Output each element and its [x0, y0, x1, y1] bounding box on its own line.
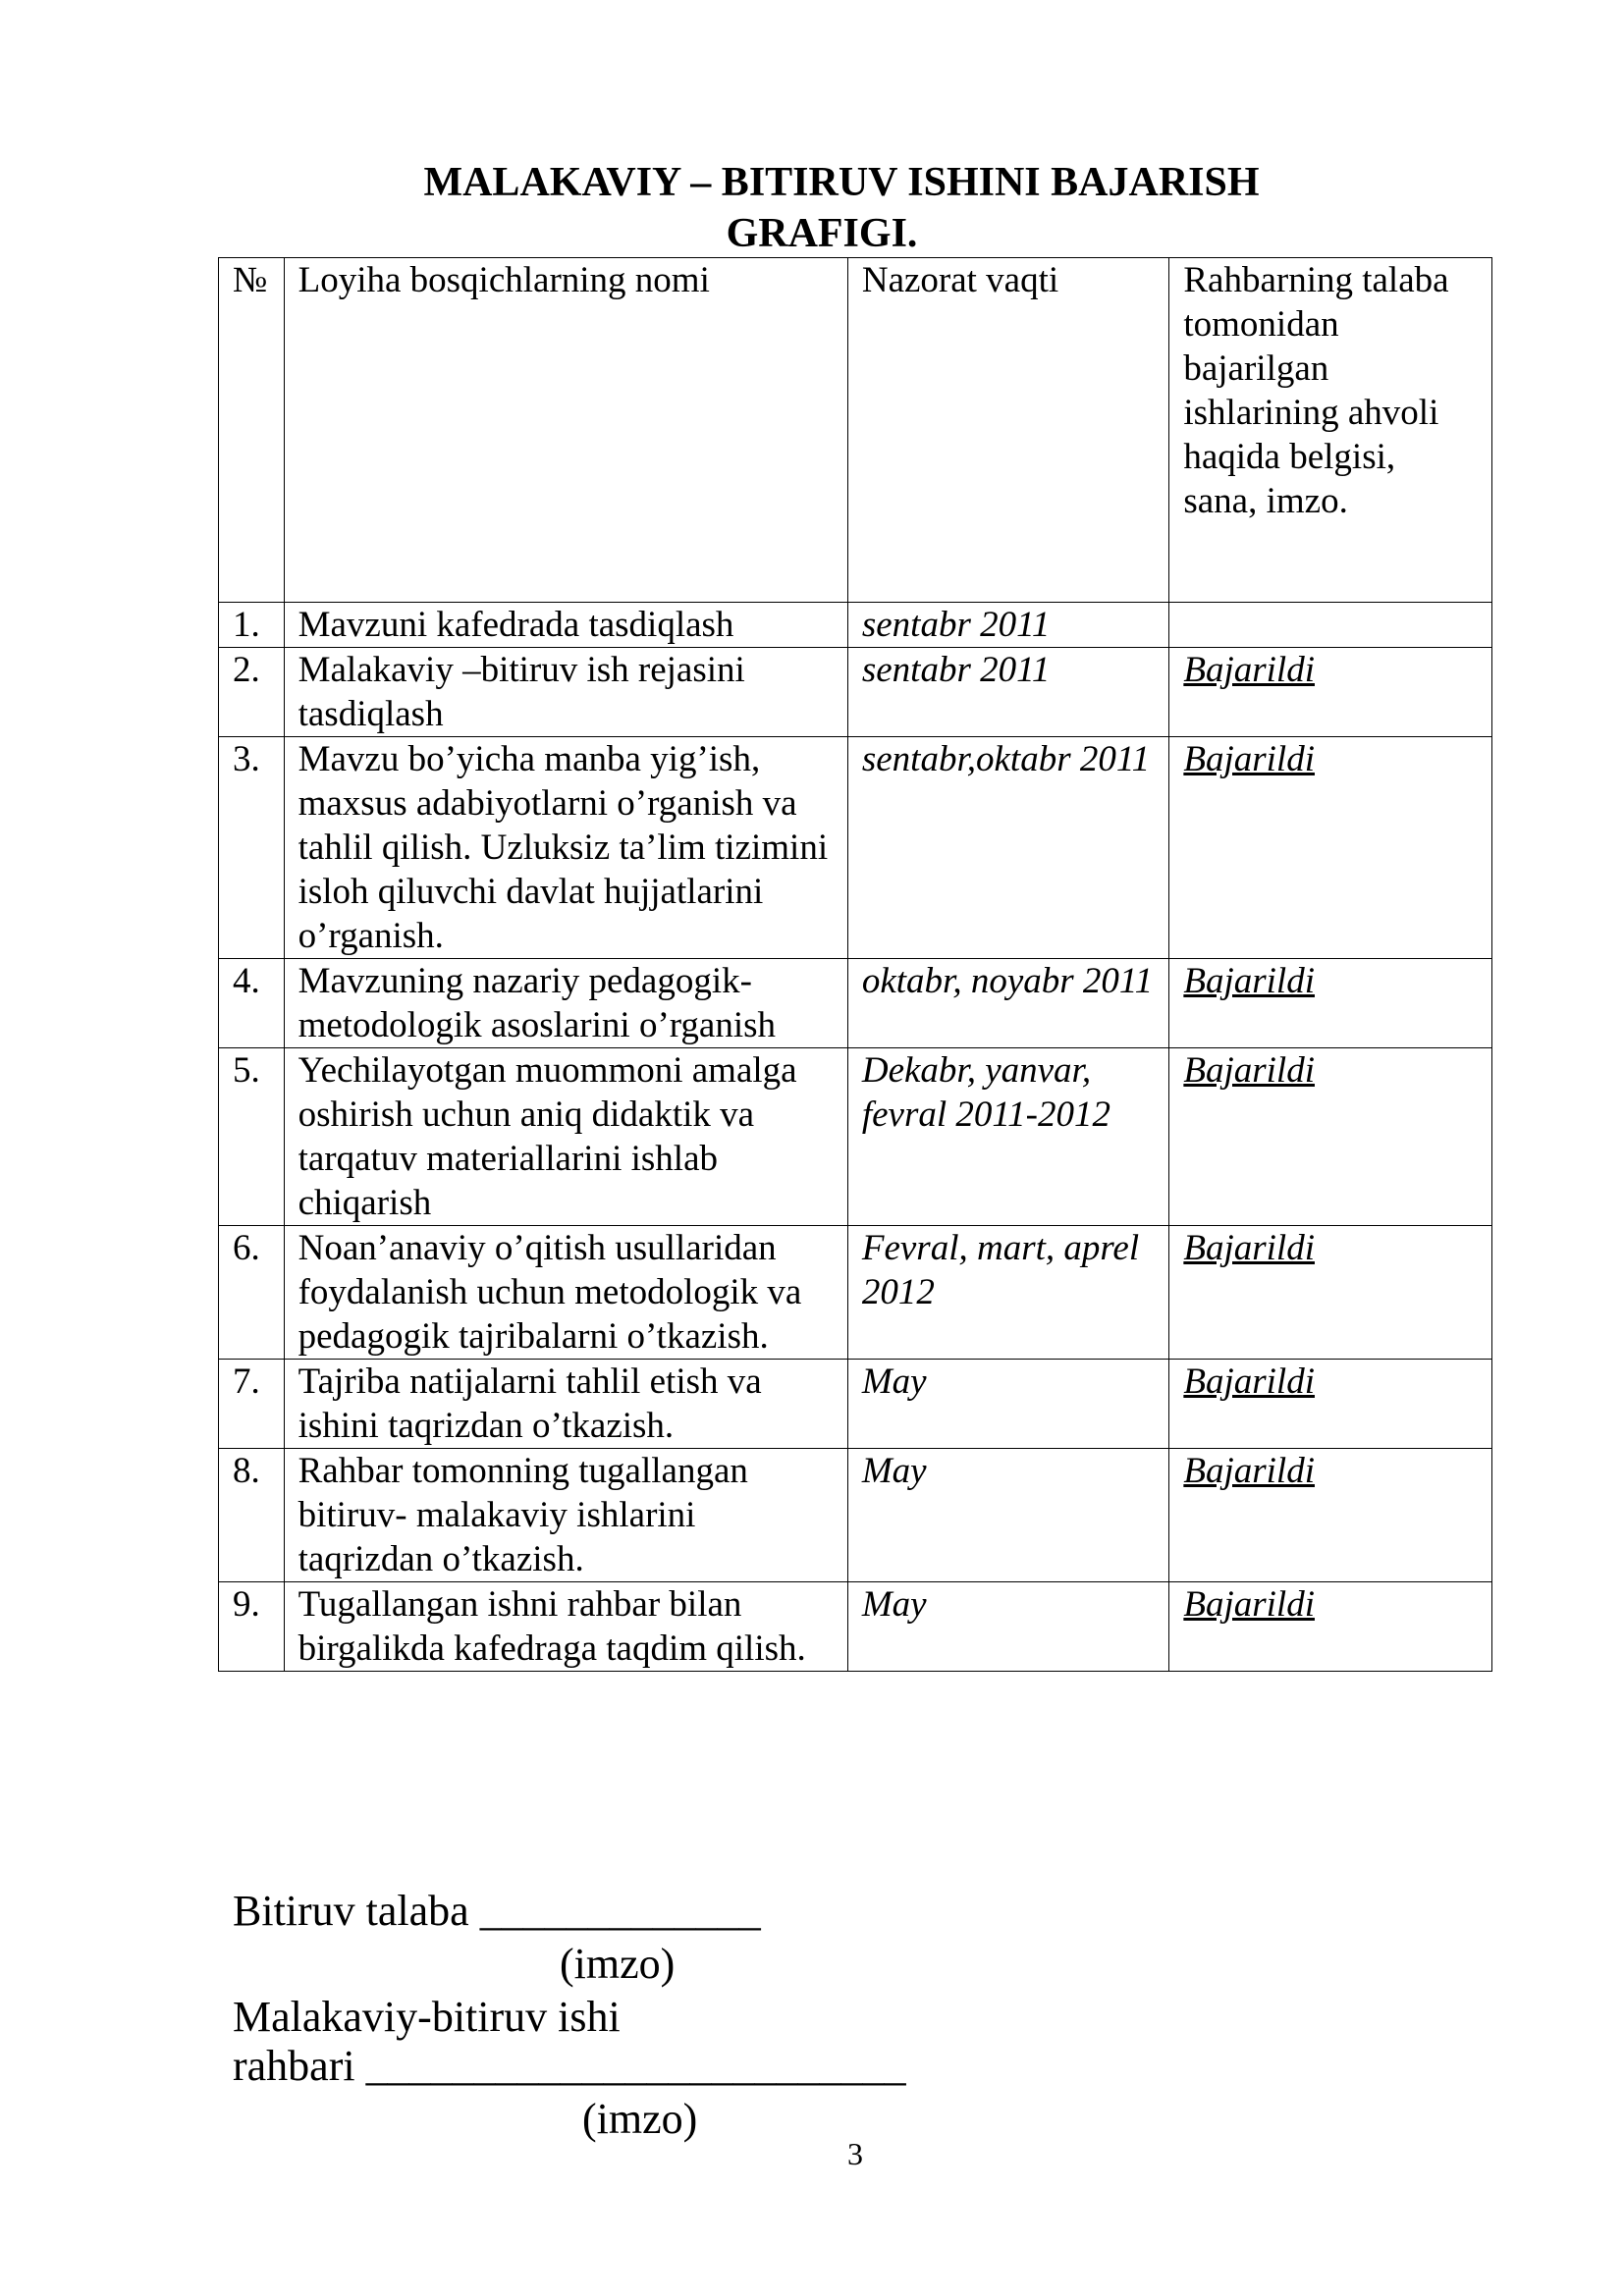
- row-control-time: May: [847, 1360, 1169, 1449]
- title-line-1: MALAKAVIY – BITIRUV ISHINI BAJARISH: [423, 160, 1260, 205]
- row-control-time: sentabr 2011: [847, 648, 1169, 737]
- row-number: 8.: [219, 1449, 285, 1582]
- table-row: [219, 1360, 1492, 1449]
- table-row: [219, 1449, 1492, 1582]
- row-control-time: oktabr, noyabr 2011: [847, 959, 1169, 1048]
- table-row: [219, 648, 1492, 737]
- row-control-time: Dekabr, yanvar, fevral 2011-2012: [847, 1048, 1169, 1226]
- row-supervisor-mark: Bajarildi: [1169, 648, 1492, 737]
- supervisor-label: Malakaviy-bitiruv ishi: [233, 1993, 621, 2041]
- row-control-time: May: [847, 1449, 1169, 1582]
- student-signature-caption: (imzo): [560, 1940, 676, 1988]
- row-control-time: sentabr,oktabr 2011: [847, 737, 1169, 959]
- row-control-time: May: [847, 1582, 1169, 1672]
- row-stage-name: Malakaviy –bitiruv ish rejasini tasdiqlash: [284, 648, 847, 737]
- row-supervisor-mark: Bajarildi: [1169, 1360, 1492, 1449]
- table-row: [219, 603, 1492, 648]
- row-supervisor-mark: [1169, 603, 1492, 648]
- row-supervisor-mark: Bajarildi: [1169, 737, 1492, 959]
- row-number: 6.: [219, 1226, 285, 1360]
- row-number: 2.: [219, 648, 285, 737]
- row-supervisor-mark: Bajarildi: [1169, 1449, 1492, 1582]
- supervisor-signature-line: rahbari _________________________: [233, 2042, 906, 2090]
- row-stage-name: Yechilayotgan muommoni amalga oshirish uchun aniq didaktik va tarqatuv materiallarini ishlab chiqarish: [284, 1048, 847, 1226]
- row-stage-name: Mavzuning nazariy pedagogik-metodologik asoslarini o’rganish: [284, 959, 847, 1048]
- table-row: [219, 1226, 1492, 1360]
- header-stage-name: Loyiha bosqichlarning nomi: [284, 258, 847, 603]
- student-signature-line: Bitiruv talaba _____________: [233, 1887, 761, 1935]
- table-row: [219, 1582, 1492, 1672]
- row-control-time: Fevral, mart, aprel 2012: [847, 1226, 1169, 1360]
- row-number: 3.: [219, 737, 285, 959]
- row-stage-name: Tugallangan ishni rahbar bilan birgalikda kafedraga taqdim qilish.: [284, 1582, 847, 1672]
- row-supervisor-mark: Bajarildi: [1169, 1048, 1492, 1226]
- table-row: [219, 737, 1492, 959]
- header-number: №: [219, 258, 285, 603]
- row-number: 4.: [219, 959, 285, 1048]
- table-row: [219, 959, 1492, 1048]
- page-number: 3: [847, 2136, 863, 2171]
- header-control-time: Nazorat vaqti: [847, 258, 1169, 603]
- row-stage-name: Mavzuni kafedrada tasdiqlash: [284, 603, 847, 648]
- row-number: 7.: [219, 1360, 285, 1449]
- table-row: [219, 1048, 1492, 1226]
- row-number: 1.: [219, 603, 285, 648]
- row-supervisor-mark: Bajarildi: [1169, 1582, 1492, 1672]
- header-supervisor-mark: Rahbarning talaba tomonidan bajarilgan ishlarining ahvoli haqida belgisi, sana, imzo.: [1169, 258, 1492, 603]
- row-stage-name: Mavzu bo’yicha manba yig’ish, maxsus adabiyotlarni o’rganish va tahlil qilish. Uzluksiz ta’lim tizimini isloh qiluvchi davlat hujjatlarini o’rganish.: [284, 737, 847, 959]
- row-number: 9.: [219, 1582, 285, 1672]
- document-title: [0, 157, 1624, 259]
- schedule-table: [218, 257, 1492, 1672]
- row-stage-name: Tajriba natijalarni tahlil etish va ishini taqrizdan o’tkazish.: [284, 1360, 847, 1449]
- title-line-2: GRAFIGI.: [726, 211, 918, 256]
- row-number: 5.: [219, 1048, 285, 1226]
- supervisor-signature-caption: (imzo): [582, 2095, 698, 2143]
- row-supervisor-mark: Bajarildi: [1169, 1226, 1492, 1360]
- row-stage-name: Rahbar tomonning tugallangan bitiruv- malakaviy ishlarini taqrizdan o’tkazish.: [284, 1449, 847, 1582]
- row-stage-name: Noan’anaviy o’qitish usullaridan foydalanish uchun metodologik va pedagogik tajribalarni o’tkazish.: [284, 1226, 847, 1360]
- row-control-time: sentabr 2011: [847, 603, 1169, 648]
- row-supervisor-mark: Bajarildi: [1169, 959, 1492, 1048]
- table-header-row: [219, 258, 1492, 603]
